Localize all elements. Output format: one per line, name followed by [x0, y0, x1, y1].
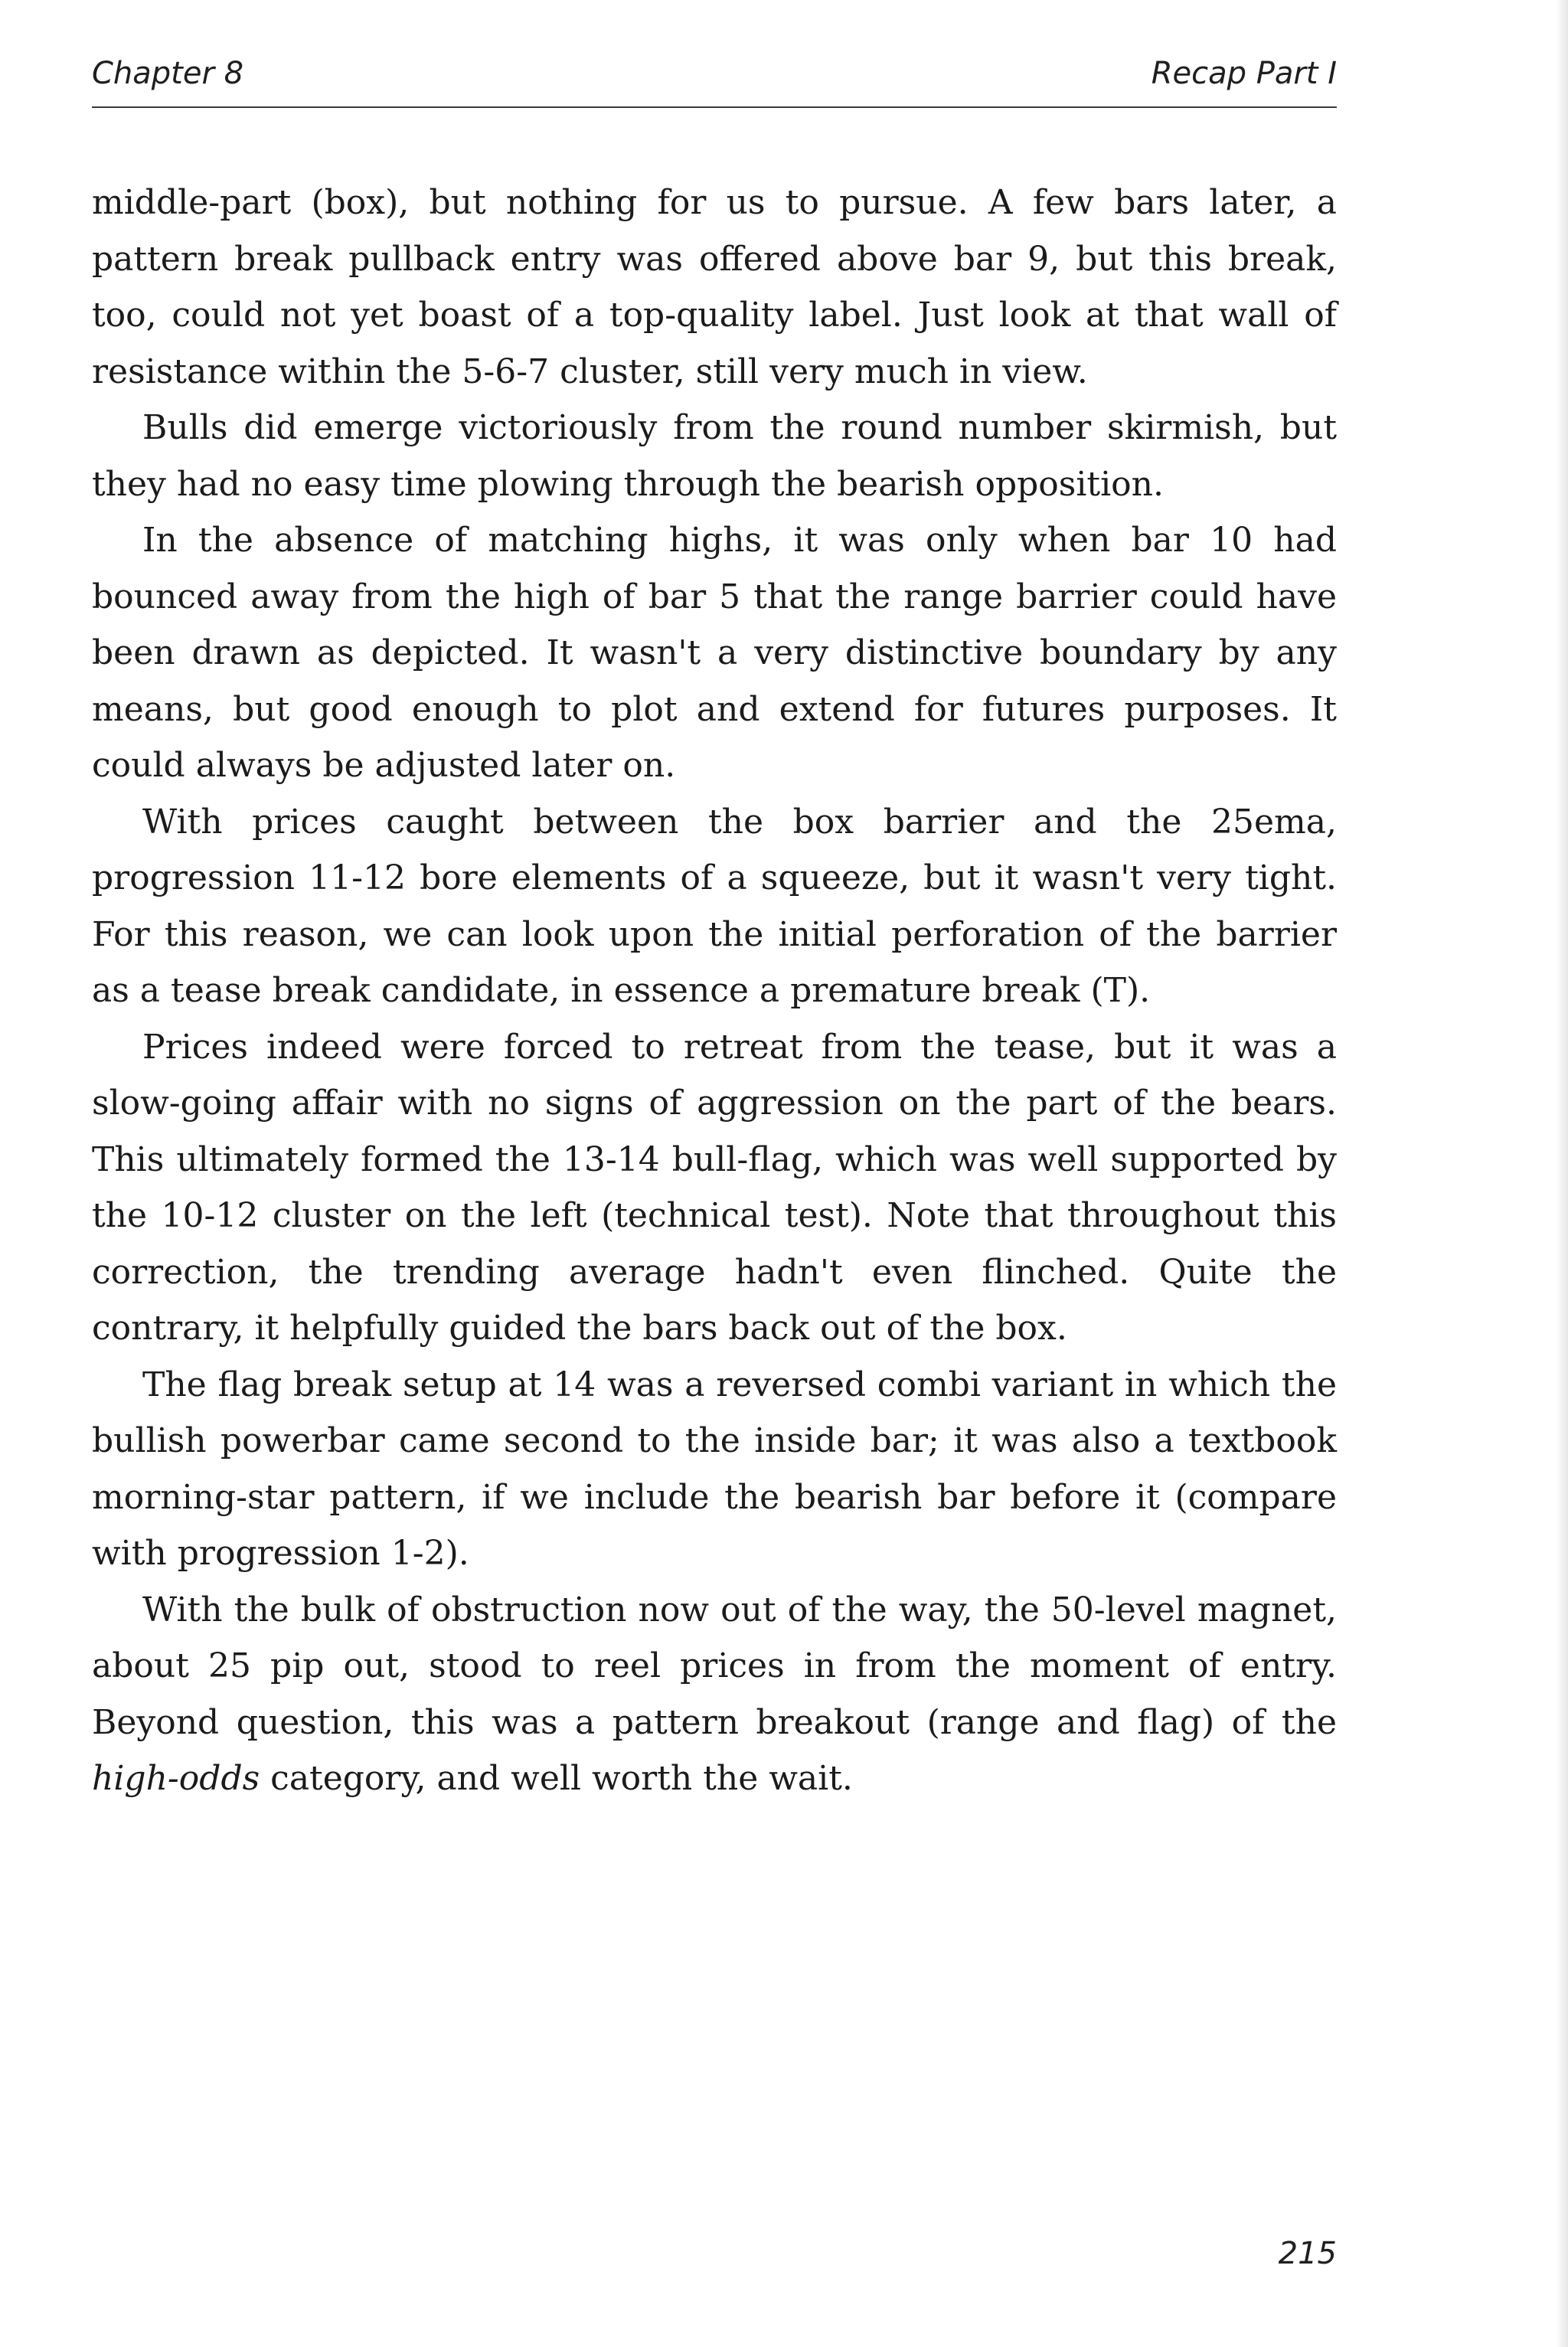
paragraph-7-text-b: category, and well worth the wait.	[260, 1759, 853, 1798]
header-rule	[92, 106, 1337, 108]
paragraph-1: middle-part (box), but nothing for us to pursue. A few bars later, a pattern break pullback entry was offered above bar 9, but this break, too, could not yet boast of a top-quality label. Just look at that wall of resistance within the 5-6-7 cluster, still very much in view.	[92, 183, 1337, 391]
paragraph-4: With prices caught between the box barrier and the 25ema, progression 11-12 bore elements of a squeeze, but it wasn't very tight. For this reason, we can look upon the initial perforation of the barrier as a tease break candidate, in essence a premature break (T).	[92, 802, 1337, 1010]
paragraph-2: Bulls did emerge victoriously from the round number skirmish, but they had no easy time plowing through the bearish opposition.	[92, 408, 1337, 504]
page-edge-shadow	[1556, 0, 1568, 2347]
section-label: Recap Part I	[1151, 56, 1337, 91]
page-number: 215	[1278, 2236, 1337, 2271]
paragraph-3: In the absence of matching highs, it was only when bar 10 had bounced away from the high of bar 5 that the range barrier could have been drawn as depicted. It wasn't a very distinctive boundary by any means, but good enough to plot and extend for futures purposes. It could always be adjusted later on.	[92, 521, 1337, 785]
body-text	[92, 175, 1337, 1807]
paragraph-7-text-a: With the bulk of obstruction now out of the way, the 50-level magnet, about 25 pip out, stood to reel prices in from the moment of entry. Beyond question, this was a pattern breakout (range and flag) of the	[92, 1590, 1337, 1742]
chapter-label: Chapter 8	[92, 56, 244, 91]
paragraph-6: The flag break setup at 14 was a reversed combi variant in which the bullish powerbar came second to the inside bar; it was also a textbook morning-star pattern, if we include the bearish bar before it (compare with progression 1-2).	[92, 1365, 1337, 1573]
paragraph-7	[92, 1582, 1337, 1807]
paragraph-7-italic: high-odds	[92, 1759, 260, 1798]
running-head	[92, 51, 1337, 96]
paragraph-5: Prices indeed were forced to retreat from the tease, but it was a slow-going affair with no signs of aggression on the part of the bears. This ultimately formed the 13-14 bull-flag, which was well supported by the 10-12 cluster on the left (technical test). Note that throughout this correction, the trending average hadn't even flinched. Quite the contrary, it helpfully guided the bars back out of the box.	[92, 1027, 1337, 1348]
